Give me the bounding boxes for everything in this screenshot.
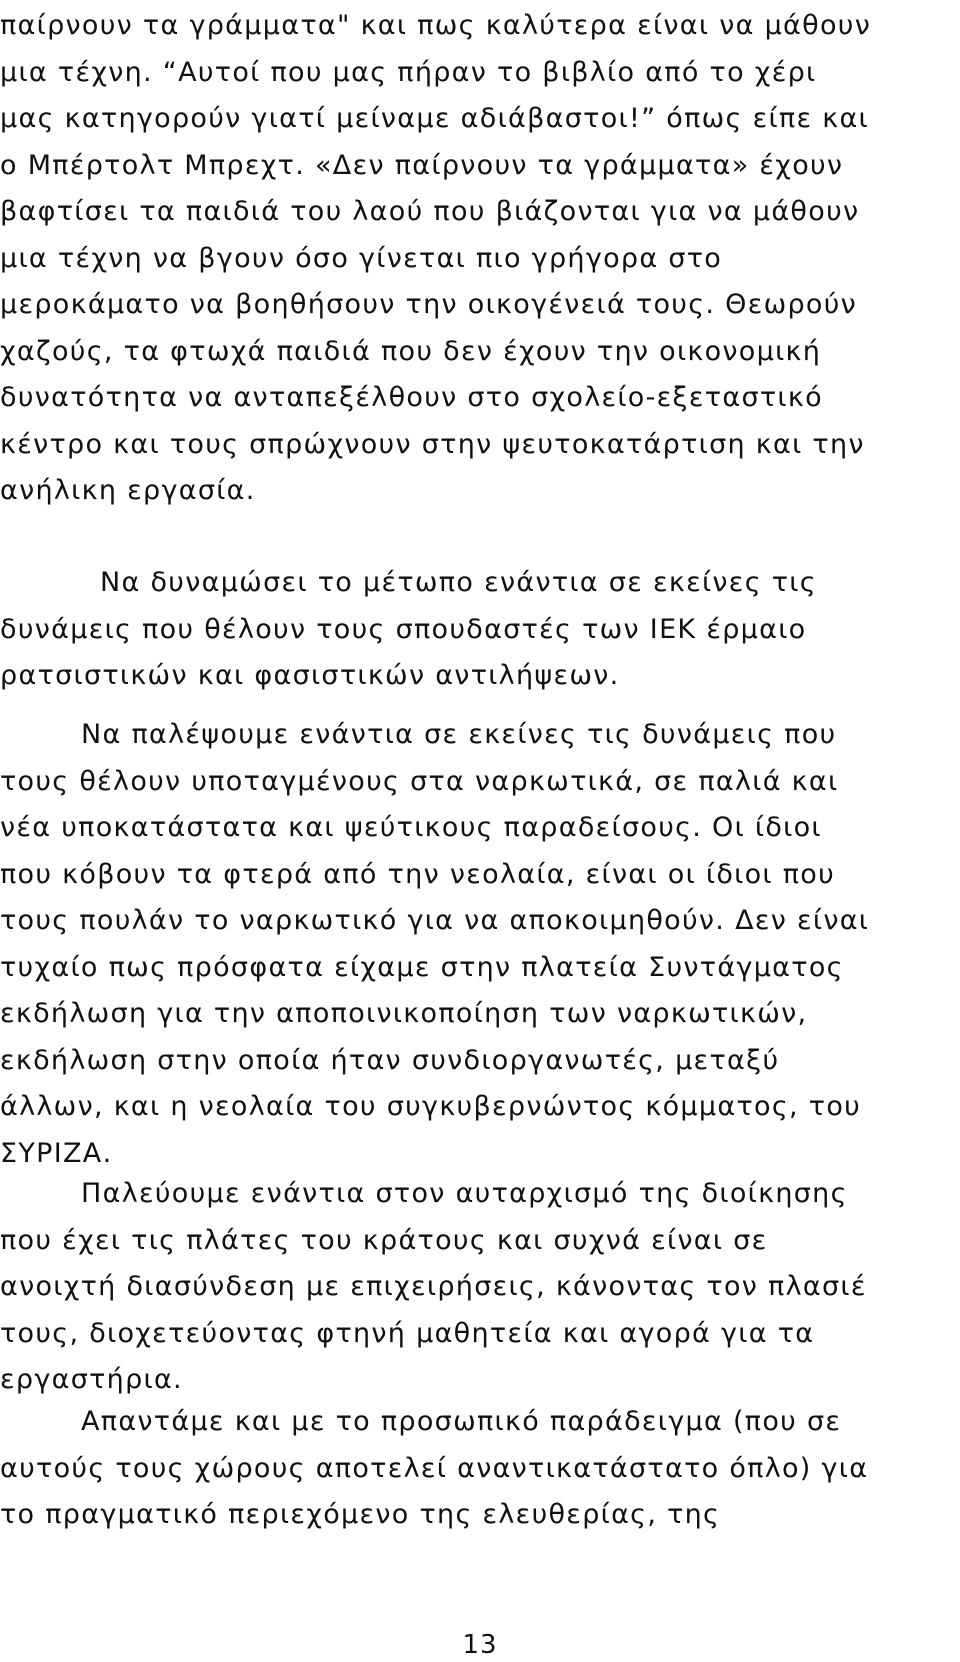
text-line: αυτούς τους χώρους αποτελεί αναντικατάστατο όπλο) για — [0, 1452, 869, 1484]
text-line: εργαστήρια. — [0, 1364, 183, 1395]
page-number: 13 — [462, 1630, 498, 1660]
paragraph-2 — [0, 560, 960, 700]
text-line: δυνάμεις που θέλουν τους σπουδαστές των ΙΕΚ έρμαιο — [0, 613, 807, 645]
text-line: παίρνουν τα γράμματα" και πως καλύτερα είναι να μάθουν — [0, 10, 872, 41]
text-line: μας κατηγορούν γιατί μείναμε αδιάβαστοι!” όπως είπε και — [0, 103, 869, 134]
text-line: Παλεύουμε ενάντια στον αυταρχισμό της διοίκησης — [81, 1178, 848, 1209]
text-line: ΣΥΡΙΖΑ. — [0, 1137, 113, 1169]
text-line: κέντρο και τους σπρώχνουν στην ψευτοκατάρτιση και την — [0, 428, 865, 460]
text-line: τους πουλάν το ναρκωτικό για να αποκοιμηθούν. Δεν είναι — [0, 905, 870, 936]
text-line: μια τέχνη να βγουν όσο γίνεται πιο γρήγορα στο — [0, 242, 723, 274]
text-line: τυχαίο πως πρόσφατα είχαμε στην πλατεία Συντάγματος — [0, 951, 844, 983]
text-line: εκδήλωση στην οποία ήταν συνδιοργανωτές, μεταξύ — [0, 1044, 780, 1076]
text-line: ανήλικη εργασία. — [0, 475, 256, 506]
text-line: εκδήλωση για την αποποινικοποίηση των ναρκωτικών, — [0, 998, 808, 1029]
text-line: μεροκάματο να βοηθήσουν την οικογένειά τους. Θεωρούν — [0, 289, 858, 320]
text-line: νέα υποκατάστατα και ψεύτικους παραδείσους. Οι ίδιοι — [0, 812, 822, 843]
text-line: Να δυναμώσει το μέτωπο ενάντια σε εκείνες τις — [100, 567, 817, 598]
text-line: άλλων, και η νεολαία του συγκυβερνώντος κόμματος, του — [0, 1091, 862, 1122]
text-line: ο Μπέρτολτ Μπρεχτ. «Δεν παίρνουν τα γράμματα» έχουν — [0, 149, 844, 181]
text-line: που κόβουν τα φτερά από την νεολαία, είναι οι ίδιοι που — [0, 858, 836, 890]
text-line: το πραγματικό περιεχόμενο της ελευθερίας, της — [0, 1499, 721, 1530]
paragraph-3 — [0, 712, 960, 1177]
text-line: που έχει τις πλάτες του κράτους και συχνά είναι σε — [0, 1224, 768, 1256]
text-line: Απαντάμε και με το προσωπικό παράδειγμα (που σε — [81, 1406, 842, 1437]
text-line: βαφτίσει τα παιδιά του λαού που βιάζονται για να μάθουν — [0, 196, 860, 227]
paragraph-4 — [0, 1171, 960, 1404]
text-line: ρατσιστικών και φασιστικών αντιλήψεων. — [0, 660, 620, 691]
text-line: ανοιχτή διασύνδεση με επιχειρήσεις, κάνοντας τον πλασιέ — [0, 1271, 867, 1302]
text-line: Να παλέψουμε ενάντια σε εκείνες τις δυνάμεις που — [81, 719, 837, 750]
text-line: δυνατότητα να ανταπεξέλθουν στο σχολείο-εξεταστικό — [0, 382, 823, 413]
text-line: μια τέχνη. “Αυτοί που μας πήραν το βιβλίο από το χέρι — [0, 56, 817, 88]
text-line: τους, διοχετεύοντας φτηνή μαθητεία και αγορά για τα — [0, 1317, 815, 1349]
paragraph-5 — [0, 1399, 960, 1539]
text-line: χαζούς, τα φτωχά παιδιά που δεν έχουν την οικονομική — [0, 335, 822, 367]
paragraph-1 — [0, 3, 960, 515]
text-line: τους θέλουν υποταγμένους στα ναρκωτικά, σε παλιά και — [0, 765, 839, 797]
